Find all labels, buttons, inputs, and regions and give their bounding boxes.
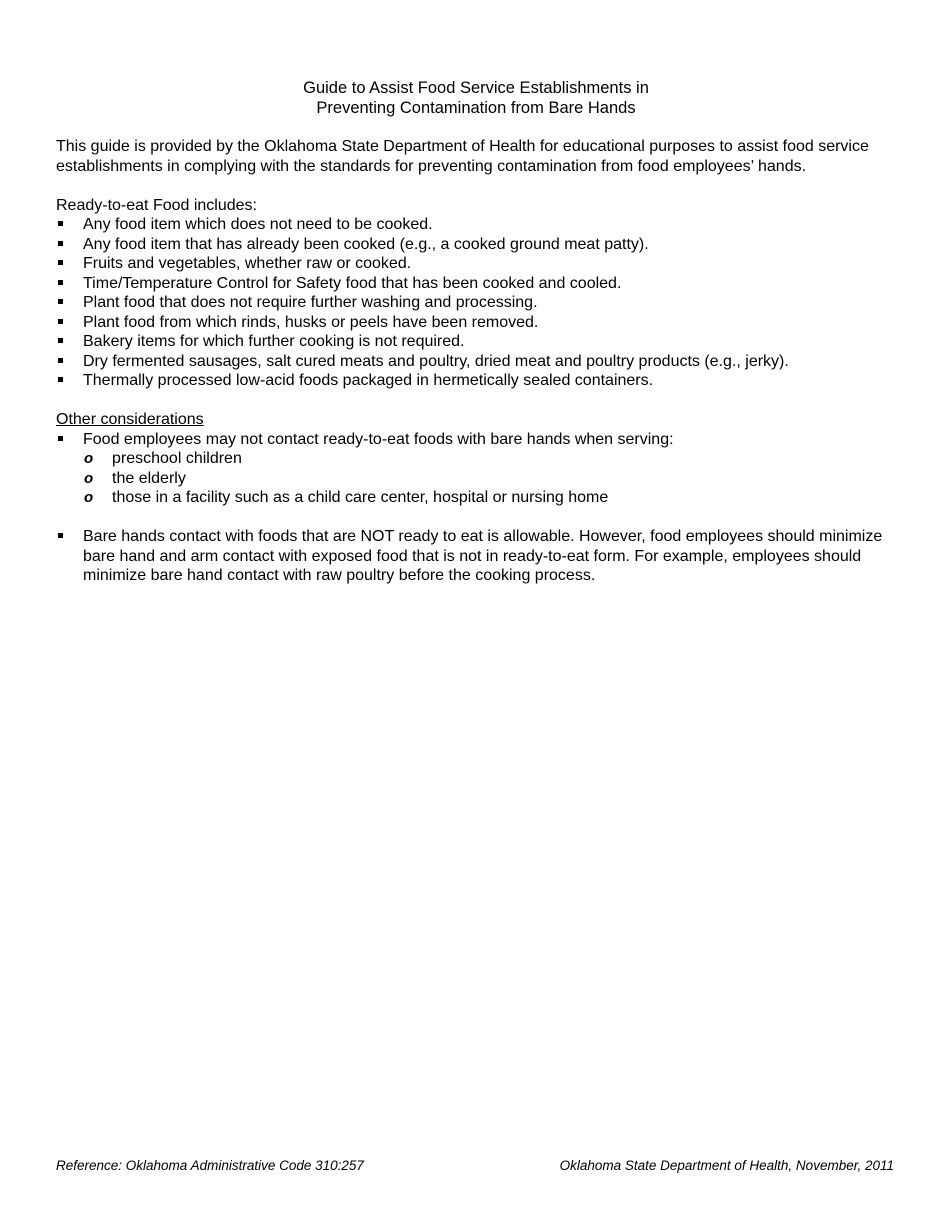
circle-bullet-icon: o: [84, 489, 94, 506]
footer-publisher: Oklahoma State Department of Health, November, 2011: [559, 1158, 894, 1173]
intro-paragraph: This guide is provided by the Oklahoma State Department of Health for educational purposes to assist food service establishments in complying with the standards for preventing contamination from food employees’ hands.: [56, 138, 869, 175]
list-item: Plant food that does not require further washing and processing.: [56, 293, 896, 313]
sub-list-item-text: the elderly: [112, 469, 186, 487]
sub-list-item-text: preschool children: [112, 450, 242, 467]
sub-list-item: [56, 488, 896, 508]
list-item: Dry fermented sausages, salt cured meats and poultry, dried meat and poultry products (e.g., jerky).: [56, 352, 896, 372]
title-line-1: Guide to Assist Food Service Establishments in: [303, 79, 649, 97]
list-item: Any food item which does not need to be cooked.: [56, 215, 896, 235]
ready-to-eat-list: [56, 215, 896, 391]
document-page: [56, 78, 896, 586]
circle-bullet-icon: o: [84, 450, 94, 467]
title-line-2: Preventing Contamination from Bare Hands: [316, 99, 636, 117]
list-item-not-ready-to-eat: Bare hands contact with foods that are NOT ready to eat is allowable. However, food employees should minimize bare hand and arm contact with exposed food that is not in ready-to-eat form. For example, employees should minimize bare hand contact with raw poultry before the cooking process.: [56, 527, 896, 586]
list-item: Fruits and vegetables, whether raw or cooked.: [56, 254, 896, 274]
other-considerations-heading: Other considerations: [56, 411, 204, 428]
list-item: Time/Temperature Control for Safety food that has been cooked and cooled.: [56, 274, 896, 294]
circle-bullet-icon: o: [84, 469, 94, 487]
sub-list-item: [56, 469, 896, 489]
footer-reference: Reference: Oklahoma Administrative Code 310:257: [56, 1158, 364, 1173]
sub-list-item-text: those in a facility such as a child care center, hospital or nursing home: [112, 489, 609, 506]
sub-list-item: [56, 449, 896, 469]
list-item: Bakery items for which further cooking is not required.: [56, 332, 896, 352]
ready-to-eat-heading: Ready-to-eat Food includes:: [56, 196, 257, 214]
list-item: Plant food from which rinds, husks or peels have been removed.: [56, 313, 896, 333]
list-item: Thermally processed low-acid foods packaged in hermetically sealed containers.: [56, 371, 896, 391]
list-item-bare-hands-serving: [56, 430, 896, 508]
other-considerations-list: [56, 430, 896, 586]
list-item: Any food item that has already been cooked (e.g., a cooked ground meat patty).: [56, 235, 896, 255]
document-title: [56, 78, 896, 118]
sub-list: [56, 449, 896, 508]
list-item-text: Food employees may not contact ready-to-eat foods with bare hands when serving:: [83, 430, 674, 448]
